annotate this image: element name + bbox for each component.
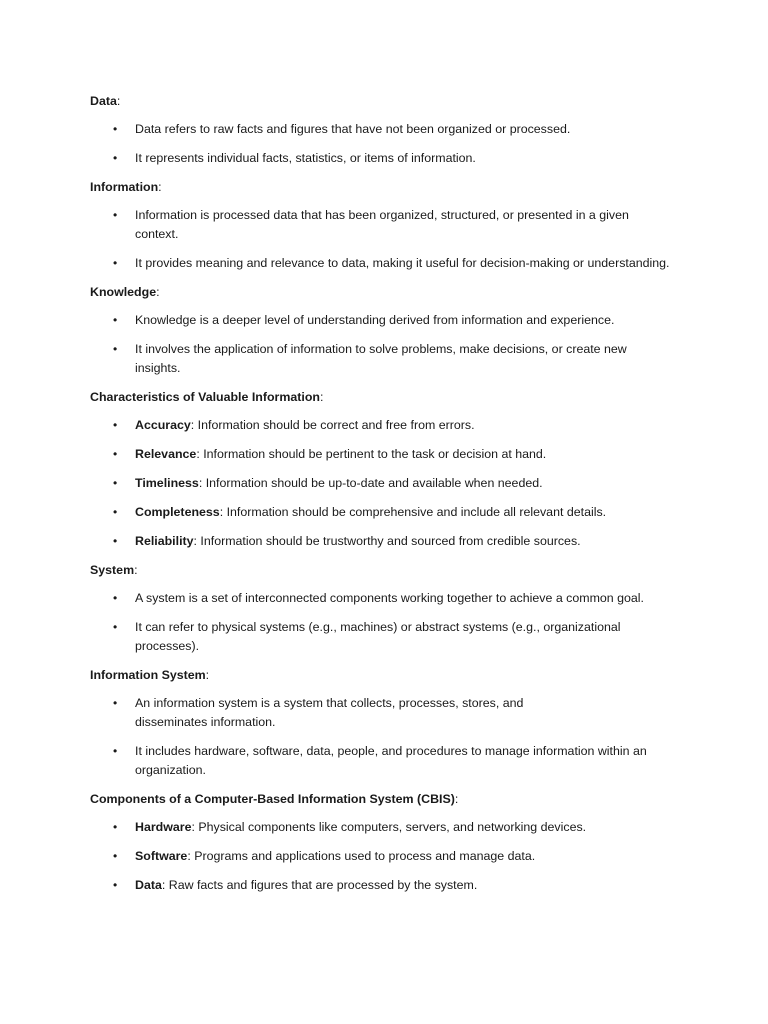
section-heading [90, 666, 678, 685]
item-text: An information system is a system that collects, processes, stores, and disseminates information. [135, 696, 524, 729]
item-term: Timeliness [135, 476, 199, 490]
list-item [90, 589, 675, 608]
item-text: : Physical components like computers, servers, and networking devices. [191, 820, 587, 834]
list-item [90, 818, 675, 837]
bullet-icon: • [113, 256, 118, 270]
section-data [90, 92, 678, 168]
heading-text: Components of a Computer-Based Information System (CBIS) [90, 792, 455, 806]
item-text: : Raw facts and figures that are processed by the system. [161, 878, 478, 892]
bullet-icon: • [113, 313, 118, 327]
bullet-list [90, 589, 678, 656]
heading-text: Knowledge [90, 285, 157, 299]
item-text: It can refer to physical systems (e.g., machines) or abstract systems (e.g., organizational processes). [135, 620, 621, 653]
list-item [90, 149, 675, 168]
heading-colon: : [116, 94, 121, 108]
bullet-list [90, 120, 678, 168]
section-information [90, 178, 678, 273]
list-item [90, 503, 675, 522]
bullet-icon: • [113, 447, 118, 461]
bullet-list [90, 818, 678, 895]
item-term: Software [135, 849, 188, 863]
bullet-icon: • [113, 744, 118, 758]
list-item [90, 416, 675, 435]
item-text: A system is a set of interconnected components working together to achieve a common goal. [135, 591, 644, 605]
heading-text: Data [90, 94, 117, 108]
list-item [90, 206, 675, 244]
item-term: Relevance [135, 447, 197, 461]
section-knowledge [90, 283, 678, 378]
item-text: Data refers to raw facts and figures that have not been organized or processed. [135, 122, 571, 136]
section-heading [90, 283, 678, 302]
item-term: Reliability [135, 534, 194, 548]
heading-text: System [90, 563, 135, 577]
bullet-icon: • [113, 122, 118, 136]
bullet-icon: • [113, 534, 118, 548]
list-item [90, 120, 675, 139]
section-characteristics [90, 388, 678, 551]
list-item [90, 742, 675, 780]
item-text: It includes hardware, software, data, people, and procedures to manage information within an organization. [135, 744, 647, 777]
heading-colon: : [156, 285, 160, 299]
bullet-icon: • [113, 591, 118, 605]
item-text: : Information should be correct and free from errors. [190, 418, 475, 432]
item-text: It provides meaning and relevance to data, making it useful for decision-making or understanding. [135, 256, 670, 270]
item-term: Accuracy [135, 418, 191, 432]
section-system [90, 561, 678, 656]
bullet-icon: • [113, 878, 118, 892]
list-item [90, 694, 675, 732]
item-text: It involves the application of information to solve problems, make decisions, or create new insights. [135, 342, 627, 375]
section-heading [90, 388, 678, 407]
item-text: : Information should be comprehensive and include all relevant details. [219, 505, 607, 519]
item-text: : Information should be trustworthy and sourced from credible sources. [193, 534, 581, 548]
section-cbis-components [90, 790, 678, 895]
heading-colon: : [205, 668, 210, 682]
bullet-icon: • [113, 208, 118, 222]
heading-colon: : [134, 563, 138, 577]
bullet-icon: • [113, 342, 118, 356]
list-item [90, 445, 675, 464]
item-text: Knowledge is a deeper level of understanding derived from information and experience. [135, 313, 615, 327]
item-text: It represents individual facts, statistics, or items of information. [135, 151, 476, 165]
list-item [90, 474, 675, 493]
item-text: Information is processed data that has been organized, structured, or presented in a given context. [135, 208, 629, 241]
bullet-list [90, 206, 678, 273]
list-item [90, 254, 675, 273]
bullet-icon: • [113, 476, 118, 490]
bullet-list [90, 311, 678, 378]
list-item [90, 847, 675, 866]
heading-colon: : [319, 390, 324, 404]
heading-text: Information [90, 180, 159, 194]
heading-text: Information System [90, 668, 206, 682]
list-item [90, 618, 675, 656]
bullet-list [90, 694, 678, 780]
bullet-icon: • [113, 696, 118, 710]
bullet-icon: • [113, 418, 118, 432]
item-text: : Programs and applications used to process and manage data. [187, 849, 536, 863]
list-item [90, 532, 675, 551]
item-term: Completeness [135, 505, 220, 519]
item-text: : Information should be up-to-date and available when needed. [198, 476, 543, 490]
item-term: Data [135, 878, 162, 892]
bullet-icon: • [113, 151, 118, 165]
bullet-icon: • [113, 849, 118, 863]
item-text: : Information should be pertinent to the task or decision at hand. [196, 447, 547, 461]
section-heading [90, 561, 678, 580]
list-item [90, 311, 675, 330]
bullet-list [90, 416, 678, 551]
item-term: Hardware [135, 820, 192, 834]
section-information-system [90, 666, 678, 780]
bullet-icon: • [113, 505, 118, 519]
bullet-icon: • [113, 820, 118, 834]
section-heading [90, 178, 678, 197]
list-item [90, 340, 675, 378]
heading-text: Characteristics of Valuable Information [90, 390, 320, 404]
list-item [90, 876, 675, 895]
section-heading [90, 790, 678, 809]
heading-colon: : [454, 792, 459, 806]
section-heading [90, 92, 678, 111]
bullet-icon: • [113, 620, 118, 634]
heading-colon: : [158, 180, 162, 194]
